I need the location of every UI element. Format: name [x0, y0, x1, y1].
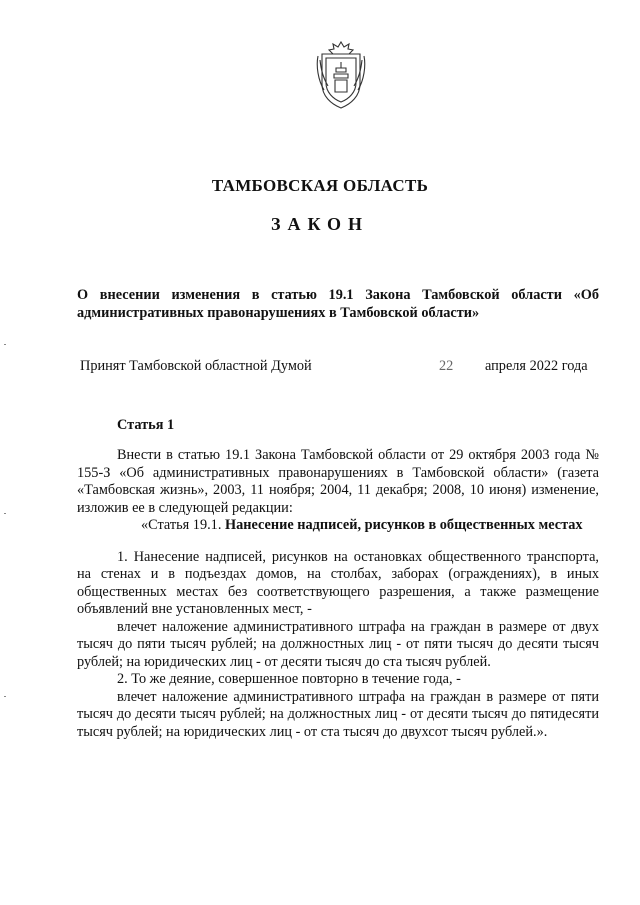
coat-of-arms-emblem: [314, 40, 368, 110]
article-title: Статья 1: [117, 417, 175, 433]
document-type-heading: ЗАКОН: [270, 214, 370, 234]
paragraph-1: 1. Нанесение надписей, рисунков на остановках общественного транспорта, на стенах и в подъездах домов, на столбах, заборах (ограждениях), в иных общественных местах без соответствующего разрешения, а также размещение объявлений вне установленных мест, -: [77, 548, 599, 617]
new-article-heading: [77, 517, 599, 535]
adoption-label: Принят Тамбовской областной Думой: [80, 358, 312, 374]
adoption-month-year: апреля 2022 года: [485, 358, 588, 374]
law-subject-title: О внесении изменения в статью 19.1 Закона Тамбовской области «Об административных правонарушениях в Тамбовской области»: [77, 287, 599, 321]
article-body: [77, 447, 599, 741]
new-article-number: «Статья 19.1.: [141, 517, 225, 533]
article-intro: Внести в статью 19.1 Закона Тамбовской области от 29 октября 2003 года № 155-З «Об административных правонарушениях в Тамбовской области» (газета «Тамбовская жизнь», 2003, 11 ноября; 2004, 11 декабря; 2008, 10 июня) изменение, изложив ее в следующей редакции:: [77, 447, 599, 516]
new-article-title: Нанесение надписей, рисунков в общественных местах: [224, 517, 583, 533]
margin-mark: [4, 696, 6, 697]
region-heading: ТАМБОВСКАЯ ОБЛАСТЬ: [211, 176, 429, 195]
paragraph-2-penalty: влечет наложение административного штрафа на граждан в размере от пяти тысяч до десяти тысяч рублей; на должностных лиц - от десяти тысяч до пятидесяти тысяч рублей; на юридических лиц - от ста тысяч до двухсот тысяч рублей.».: [77, 688, 599, 740]
paragraph-2: 2. То же деяние, совершенное повторно в течение года, -: [117, 671, 461, 687]
adoption-day: 22: [439, 358, 454, 374]
margin-mark: [4, 344, 6, 345]
paragraph-1-penalty: влечет наложение административного штрафа на граждан в размере от двух тысяч до пяти тысяч рублей; на должностных лиц - от пяти тысяч до десяти тысяч рублей; на юридических лиц - от десяти тысяч до ста тысяч рублей.: [77, 618, 599, 670]
margin-mark: [4, 513, 6, 514]
